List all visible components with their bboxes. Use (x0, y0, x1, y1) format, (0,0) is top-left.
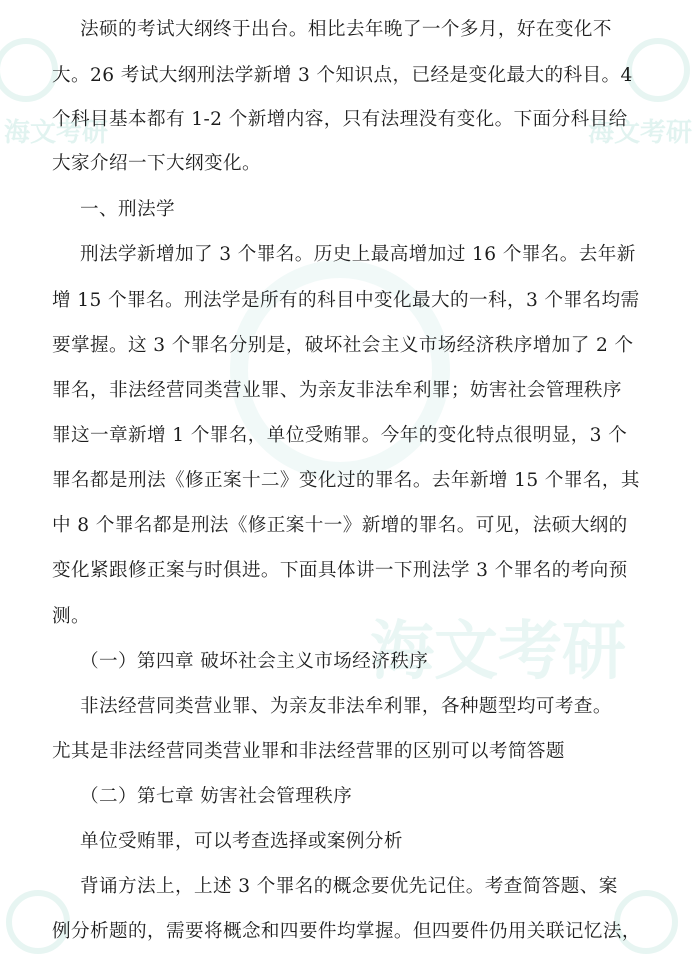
paragraph-line: 法硕的考试大纲终于出台。相比去年晚了一个多月，好在变化不 (80, 19, 612, 40)
paragraph-line: 个科目基本都有 1-2 个新增内容，只有法理没有变化。下面分科目给 (52, 109, 628, 130)
subsection-heading: （二）第七章 妨害社会管理秩序 (80, 786, 353, 807)
paragraph-line: 大家介绍一下大纲变化。 (52, 153, 261, 174)
paragraph-line: 例分析题的，需要将概念和四要件均掌握。但四要件仍用关联记忆法， (52, 921, 641, 942)
paragraph-line: 中 8 个罪名都是刑法《修正案十一》新增的罪名。可见，法硕大纲的 (52, 515, 628, 536)
watermark-text-center: 海文考研 (370, 615, 626, 689)
paragraph-line: 单位受贿罪，可以考查选择或案例分析 (80, 831, 403, 852)
paragraph-line: 罪名都是刑法《修正案十二》变化过的罪名。去年新增 15 个罪名，其 (52, 470, 640, 491)
paragraph-line: 尤其是非法经营同类营业罪和非法经营罪的区别可以考简答题 (52, 741, 565, 762)
paragraph-line: 罪这一章新增 1 个罪名，单位受贿罪。今年的变化特点很明显，3 个 (52, 425, 628, 446)
paragraph-line: 罪名，非法经营同类营业罪、为亲友非法牟利罪；妨害社会管理秩序 (52, 380, 622, 401)
watermark-text-top-left: 海文考研 (4, 118, 109, 148)
watermark-logo-top-left (0, 38, 58, 102)
paragraph-line: 要掌握。这 3 个罪名分别是，破坏社会主义市场经济秩序增加了 2 个 (52, 335, 634, 356)
paragraph-line: 测。 (52, 606, 90, 627)
watermark-logo-top-right (626, 38, 690, 102)
paragraph-line: 背诵方法上，上述 3 个罪名的概念要优先记住。考查简答题、案 (80, 876, 618, 897)
subsection-heading: （一）第四章 破坏社会主义市场经济秩序 (80, 651, 429, 672)
section-heading: 一、刑法学 (80, 199, 175, 220)
paragraph-line: 增 15 个罪名。刑法学是所有的科目中变化最大的一科，3 个罪名均需 (52, 290, 640, 311)
paragraph-line: 大。26 考试大纲刑法学新增 3 个知识点，已经是变化最大的科目。4 (52, 65, 633, 86)
watermark-text-top-right: 海文考研 (588, 118, 692, 148)
paragraph-line: 变化紧跟修正案与时俱进。下面具体讲一下刑法学 3 个罪名的考向预 (52, 560, 628, 581)
paragraph-line: 非法经营同类营业罪、为亲友非法牟利罪，各种题型均可考查。 (80, 696, 612, 717)
paragraph-line: 刑法学新增加了 3 个罪名。历史上最高增加过 16 个罪名。去年新 (80, 244, 636, 265)
